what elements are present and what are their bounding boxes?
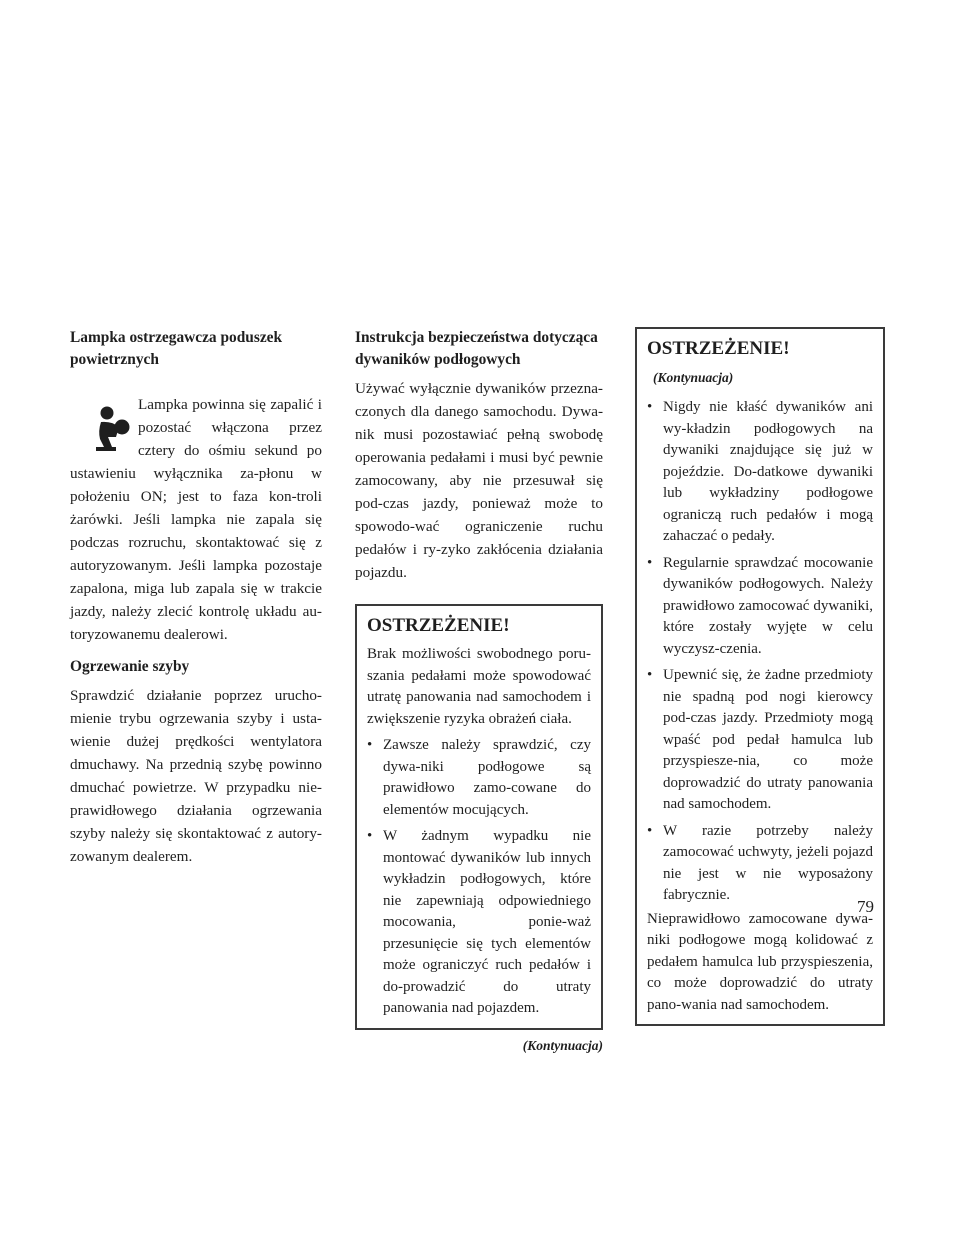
column-right xyxy=(635,327,885,1026)
windshield-heating-heading: Ogrzewanie szyby xyxy=(70,658,190,675)
warning-title: OSTRZEŻENIE!(Kontynuacja) xyxy=(647,338,790,385)
warning-box-continued xyxy=(635,327,885,1026)
warning-box xyxy=(355,604,603,1030)
warning-title: OSTRZEŻENIE! xyxy=(367,615,510,636)
warning-bullet: • Upewnić się, że żadne przedmioty nie spadną pod nogi kierowcy pod-czas jazdy. Przedmioty mogą wpaść pod pedał hamulca lub przyspiesze-nia, co może doprowadzić do utraty panowania nad samochodem. xyxy=(647,667,873,812)
airbag-warning-icon xyxy=(92,401,134,459)
warning-bullet: • Zawsze należy sprawdzić, czy dywa-niki podłogowe są prawidłowo zamo-cowane do elementów mocujących. xyxy=(367,737,591,818)
warning-bullet: • W razie potrzeby należy zamocować uchwyty, jeżeli pojazd nie jest w nie wyposażony fabrycznie. xyxy=(647,822,873,903)
warning-bullet: • Nigdy nie kłaść dywaników ani wy-kładzin podłogowych na dywaniki znajdujące się już w pojeździe. Do-datkowe dywaniki lub wykładziny podłogowe ograniczą ruch pedałów i mogą zahaczać o pedały. xyxy=(647,399,873,544)
warning-list xyxy=(367,735,591,1020)
page-number: 79 xyxy=(857,897,874,916)
airbag-lamp-text: Lampka powinna się zapalić i pozostać włączona przez cztery do ośmiu sekund po ustawieniu wyłącznika za-płonu w położeniu ON; jest to faza kon-troli żarówki. Jeśli lampka nie zapala się podczas rozruchu, skontaktować się z autoryzowanym. Jeśli lampka pozostaje zapalona, miga lub zapala się w trakcie jazdy, należy zlecić kontrolę układu au-toryzowanemu dealerowi. xyxy=(70,396,322,643)
windshield-heating-text: Sprawdzić działanie poprzez urucho-mienie trybu ogrzewania szyby i usta-wienie dużej prędkości wentylatora dmuchawy. Na przednią szybę powinno dmuchać powietrze. W przypadku nie-prawidłowego działania ogrzewania szyby należy się skontaktować z autory-zowanym dealerem. xyxy=(70,687,322,865)
warning-bullet: • W żadnym wypadku nie montować dywaników lub innych wykładzin podłogowych, które nie zapewniają odpowiedniego mocowania, ponie-waż przesunięcie się tych elementów może ograniczyć ruch pedałów i do-prowadzić do utraty panowania nad pojazdem. xyxy=(367,828,591,1016)
continued-label: (Kontynuacja) xyxy=(653,370,734,385)
column-middle xyxy=(355,327,603,1057)
floor-mat-text: Używać wyłącznie dywaników przezna-czonych dla danego samochodu. Dywa-nik musi pozostawiać pełną swobodę operowania pedałami i musi być pewnie zamocowany, aby nie przesuwał się pod-czas jazdy, ponieważ może to spowodo-wać ograniczenie ruchu pedałów i ry-zyko zakłócenia działania pojazdu. xyxy=(355,380,603,581)
warning-intro: Brak możliwości swobodnego poru-szania pedałami może spowodować utratę panowania nad samochodem i zwiększenie ryzyka obrażeń ciała. xyxy=(367,646,591,727)
airbag-lamp-heading: Lampka ostrzegawcza poduszek powietrznych xyxy=(70,329,283,368)
floor-mat-heading: Instrukcja bezpieczeństwa dotycząca dywaników podłogowych xyxy=(355,329,598,368)
column-left xyxy=(70,327,322,868)
warning-bullet: • Regularnie sprawdzać mocowanie dywaników podłogowych. Należy prawidłowo zamocować dywaniki, które zostały wyjęte w celu wyczysz-czenia. xyxy=(647,554,873,657)
warning-closing: Nieprawidłowo zamocowane dywa-niki podłogowe mogą kolidować z pedałem hamulca lub przyspieszenia, co może doprowadzić do utraty pano-wania nad samochodem. xyxy=(647,910,873,1013)
continued-label: (Kontynuacja) xyxy=(522,1037,603,1053)
warning-list xyxy=(647,397,873,907)
